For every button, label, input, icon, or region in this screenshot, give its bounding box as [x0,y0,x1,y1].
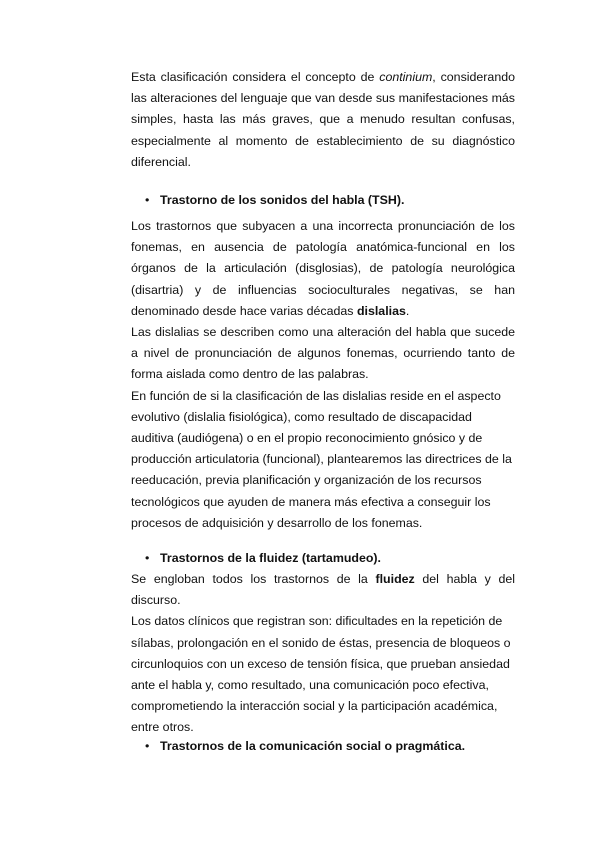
paragraph: Las dislalias se describen como una alteración del habla que sucede a nivel de pronunciación de algunos fonemas, ocurriendo tanto de forma aislada como dentro de las palabras. [131,325,515,382]
intro-text: Esta clasificación considera el concepto de continium, considerando las alteraciones del lenguaje que van desde sus manifestaciones más simples, hasta las más graves, que a menudo resultan confusas, especialmente al momento de establecimiento de su diagnóstico diferencial. [131,70,515,169]
paragraph: Se engloban todos los trastornos de la fluidez del habla y del discurso. [131,572,515,608]
section-heading-tsh: • Trastorno de los sonidos del habla (TSH). [131,190,515,211]
section-body-fluidez [131,569,515,739]
section-heading-pragmatica: • Trastornos de la comunicación social o pragmática. [131,736,515,757]
paragraph: Los datos clínicos que registran son: dificultades en la repetición de sílabas, prolongación en el sonido de éstas, presencia de bloqueos o circunloquios con un exceso de tensión física, que prueban ansiedad ante el habla y, como resultado, una comunicación poco efectiva, comprometiendo la interacción social y la participación académica, entre otros. [131,614,511,735]
section-heading-fluidez: • Trastornos de la fluidez (tartamudeo). [131,548,515,569]
bold-term: dislalias [356,303,406,318]
bold-term: fluidez [375,572,415,586]
paragraph: En función de si la clasificación de las dislalias reside en el aspecto evolutivo (dislalia fisiológica), como resultado de discapacidad auditiva (audiógena) o en el propio reconocimiento gnósico y de producción articulatoria (funcional), plantearemos las directrices de la reeducación, previa planificación y organización de los recursos tecnológicos que ayuden de manera más efectiva a conseguir los procesos de adquisición y desarrollo de los fonemas. [131,388,512,530]
italic-term: continium [379,70,433,84]
bullet-icon: • [145,193,150,207]
intro-paragraph [131,67,515,173]
bullet-icon: • [145,739,150,753]
paragraph: Los trastornos que subyacen a una incorrecta pronunciación de los fonemas, en ausencia de patología anatómica-funcional en los órganos de la articulación (disglosias), de patología neurológica (disartria) y de influencias socioculturales negativas, se han denominado desde hace varias décadas dislalias. [131,219,515,318]
section-body-tsh [131,216,515,534]
bullet-icon: • [145,551,150,565]
